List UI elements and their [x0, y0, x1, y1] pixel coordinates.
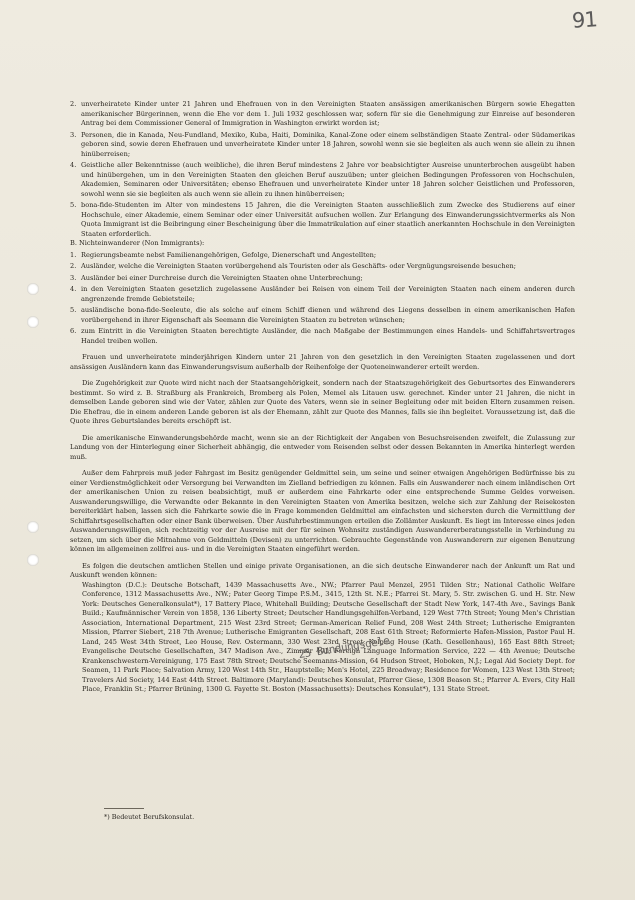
footnote: *) Bedeutet Berufskonsulat.: [104, 813, 195, 821]
item-text: Ausländer, welche die Vereinigten Staaten vorübergehend als Touristen oder als Geschäfts- oder Vergnügungsreisende besuchen;: [81, 262, 516, 270]
list-item: [70, 100, 575, 129]
item-number: 2.: [70, 100, 77, 108]
paragraphs: [70, 353, 575, 581]
list-item: [70, 285, 575, 304]
paragraph: Außer dem Fahrpreis muß jeder Fahrgast im Besitz genügender Geldmittel sein, um seine und seiner etwaigen Angehörigen Bedürfnisse bis zu einer Verdienstmöglichkeit oder Versorgung bei Verwandten im Zielland befriedigen zu können. Falls ein Auswanderer nach einem inländischen Ort der amerikanischen Union zu reisen beabsichtigt, muß er außerdem eine Fahrkarte oder eine entsprechende Summe Geldes vorweisen. Auswanderungswillige, die Verwandte oder Bekannte in den Vereinigten Staaten von Amerika besitzen, welche sich zur Zahlung der Reisekosten bereiterklärt haben, lassen sich die Fahrkarte sowie die in Frage kommenden Geldmittel am einfachsten und sichersten durch die Vermittlung der Schiffahrtsgesellschaften oder einer Bank überweisen. Über Ausfuhrbestimmungen erteilen die Zollämter Auskunft. Es liegt im Interesse eines jeden Auswanderungswilligen, sich rechtzeitig vor der Ausreise mit der für seinen Wohnsitz zuständigen Auswandererberatungsstelle in Verbindung zu setzen, um sich über die Mitnahme von Geldmitteln (Devisen) zu unterrichten. Gebrauchte Gegenstände von Auswanderern zur eigenen Benutzung können im allgemeinen zollfrei aus- und in die Vereinigten Staaten eingeführt werden.: [70, 469, 575, 553]
item-number: 3.: [70, 130, 77, 139]
non-immigrants-list: [70, 251, 575, 347]
list-item: [70, 306, 575, 325]
paragraph: Frauen und unverheiratete minderjährigen Kindern unter 21 Jahren von den gesetzlich in den Vereinigten Staaten zugelassenen und dort ansässigen Ausländern kann das Einwanderungsvisum außerhalb der Reihenfolge der Quoteneinwanderer erteilt werden.: [70, 353, 575, 371]
item-number: 5.: [70, 306, 77, 314]
item-number: 6.: [70, 327, 77, 335]
item-text: ausländische bona-fide-Seeleute, die als solche auf einem Schiff dienen und während des Liegens desselben in einem amerikanischen Hafen vorübergehend in ihrer Eigenschaft als Seemann die Vereinigten Staaten zu betreten wünschen;: [81, 306, 575, 324]
item-number: 2.: [70, 262, 77, 270]
item-number: 3.: [70, 273, 77, 282]
page-number: 91: [571, 7, 598, 33]
item-text: Personen, die in Kanada, Neu-Fundland, Mexiko, Kuba, Haiti, Dominika, Kanal-Zone oder einem selbständigen Staate Zentral- oder Südamerikas geboren sind, sowie deren Ehefrauen und unverheiratete Kinder unter 18 Jahren, sowohl wenn sie sie begleiten als auch wenn sie allein zu ihnen hinüberreisen;: [81, 130, 575, 158]
handwritten-note: 25 Bundungsgele: [297, 633, 391, 662]
item-number: 4.: [70, 285, 77, 293]
punch-hole: [27, 283, 39, 295]
address-list: Washington (D.C.): Deutsche Botschaft, 1439 Massachusetts Ave., NW.; Pfarrer Paul Menzel, 2951 Tilden Str.; National Catholic Welfare Conference, 1312 Massachusetts Ave., NW.; Pater Georg Timpe P.S.M., 3415, 12th St. N.E.; Pfarrei St. Mary, 5. Str. zwischen G. und H. Str. New York: Deutsches Generalkonsulat*), 17 Battery Place, Whitehall Building; Deutsche Gesellschaft der Stadt New York, 147-4th Ave., Savings Bank Build.; Kaufmännischer Verein von 1858, 136 Liberty Street; Deutscher Handlungsgehilfen-Verband, 129 West 77th Street; Young Men's Christian Association, International Department, 215 West 23rd Street; German-American Relief Fund, 208 West 24th Street; Lutherische Emigranten Mission, Pfarrer Siebert, 218 7th Avenue; Lutherische Emigranten Gesellschaft, 208 East 61th Street; Reformierte Hafen-Mission, Pastor Paul H. Land, 245 West 34th Street, Leo House, Rev. Ostermann, 330 West 23rd Street; Kolping House (Kath. Gesellenhaus), 165 East 88th Street; Evangelische Deutsche Gesellschaften, 347 Madison Ave., Zimmer 401; Foreign Language Information Service, 222 — 4th Avenue; Deutsche Krankenschwestern-Vereinigung, 175 East 78th Street; Deutsche Seemanns-Mission, 64 Hudson Street, Hoboken, N.J.; Legal Aid Society Dept. for Seamen, 11 Park Place; Salvation Army, 120 West 14th Str., Hauptstelle; Men's Hotel, 225 Broadway; Residence for Women, 123 West 13th Street; Travelers Aid Society, 144 East 44th Street. Baltimore (Maryland): Deutsches Konsulat, Pfarrer Giese, 1308 Beason St.; Pfarrer A. Evers, City Hall Place, Franklin St.; Pfarrer Brüning, 1300 G. Fayette St. Boston (Massachusetts): Deutsches Konsulat*), 131 State Street.: [82, 580, 575, 693]
item-text: Ausländer bei einer Durchreise durch die Vereinigten Staaten ohne Unterbrechung;: [81, 273, 363, 282]
list-item: [70, 274, 575, 284]
list-item: [70, 251, 575, 261]
section-heading-b: B. Nichteinwanderer (Non Immigrants):: [70, 239, 205, 247]
list-item: [70, 262, 575, 272]
item-number: 1.: [70, 250, 77, 259]
list-item: [70, 327, 575, 346]
punch-hole: [27, 521, 39, 533]
item-text: in den Vereinigten Staaten gesetzlich zugelassene Ausländer bei Reisen von einem Teil der Vereinigten Staaten nach einem anderen durch angrenzende fremde Gebietsteile;: [81, 285, 575, 303]
punch-hole: [27, 554, 39, 566]
paragraph: Es folgen die deutschen amtlichen Stellen und einige private Organisationen, an die sich deutsche Einwanderer nach der Ankunft um Rat und Auskunft wenden können:: [70, 561, 575, 579]
list-item: [70, 201, 575, 239]
item-text: zum Eintritt in die Vereinigten Staaten berechtigte Ausländer, die nach Maßgabe der Bestimmungen eines Handels- und Schiffahrtsvertrages Handel treiben wollen.: [81, 327, 575, 345]
item-number: 4.: [70, 161, 77, 169]
item-text: Geistliche aller Bekenntnisse (auch weibliche), die ihren Beruf mindestens 2 Jahre vor beabsichtigter Ausreise ununterbrochen ausgeübt haben und hinübergehen, um in den Vereinigten Staaten den gleichen Beruf auszuüben; unter gleichen Bedingungen Professoren von Hochschulen, Akademien, Seminaren oder Universitäten; ebenso Ehefrauen und unverheiratete Kinder unter 18 Jahren solcher Geistlichen und Professoren, sowohl wenn sie sie begleiten als auch wenn sie allein zu ihnen hinüberreisen;: [81, 161, 575, 198]
paragraph: Die Zugehörigkeit zur Quote wird nicht nach der Staatsangehörigkeit, sondern nach der Staatszugehörigkeit des Geburtsortes des Einwanderers bestimmt. So wird z. B. Straßburg als Frankreich, Bromberg als Polen, Memel als Litauen usw. gerechnet. Kinder unter 21 Jahren, die nicht in demselben Lande geboren sind wie der Vater, zählen zur Quote des Vaters, wenn sie in seiner Begleitung oder mit beiden Eltern zusammen reisen. Die Ehefrau, die in einem anderen Lande geboren ist als der Ehemann, zählt zur Quote des Mannes, falls sie ihn begleitet. Voraussetzung ist, daß die Quote ihres Geburtslandes bereits erschöpft ist.: [70, 379, 575, 425]
list-item: [70, 131, 575, 160]
paragraph: Die amerikanische Einwanderungsbehörde macht, wenn sie an der Richtigkeit der Angaben von Besuchsreisenden zweifelt, die Zulassung zur Landung von der Hinterlegung einer Sicherheit abhängig, die entweder vom Reisenden selbst oder dessen Bekannten in Amerika hinterlegt werden muß.: [70, 433, 575, 461]
non-quota-list: [70, 100, 575, 239]
item-number: 5.: [70, 201, 77, 209]
document-body: [70, 98, 575, 695]
list-item: [70, 161, 575, 199]
punch-hole: [27, 316, 39, 328]
item-text: bona-fide-Studenten im Alter von mindestens 15 Jahren, die die Vereinigten Staaten ausschließlich zum Zwecke des Studierens auf einer Hochschule, einer Akademie, einem Seminar oder einer Universität aufsuchen wollen. Zur Erlangung des Einwanderungssichtvermerks als Non Quota Immigrant ist die Beibringung einer Bescheinigung über die Immatrikulation auf einer staatlich anerkannten Hochschule in den Vereinigten Staaten erforderlich.: [81, 201, 575, 238]
item-text: Regierungsbeamte nebst Familienangehörigen, Gefolge, Dienerschaft und Angestellten;: [81, 250, 377, 259]
item-text: unverheiratete Kinder unter 21 Jahren und Ehefrauen von in den Vereinigten Staaten ansässigen amerikanischen Bürgern sowie Ehegatten amerikanischer Bürgerinnen, wenn die Ehe vor dem 1. Juli 1932 geschlossen war, sofern für sie die Genehmigung zur Einreise auf besonderen Antrag bei dem Commissioner General of Immigration in Washington erwirkt worden ist;: [81, 100, 575, 127]
footnote-rule: [104, 808, 144, 809]
